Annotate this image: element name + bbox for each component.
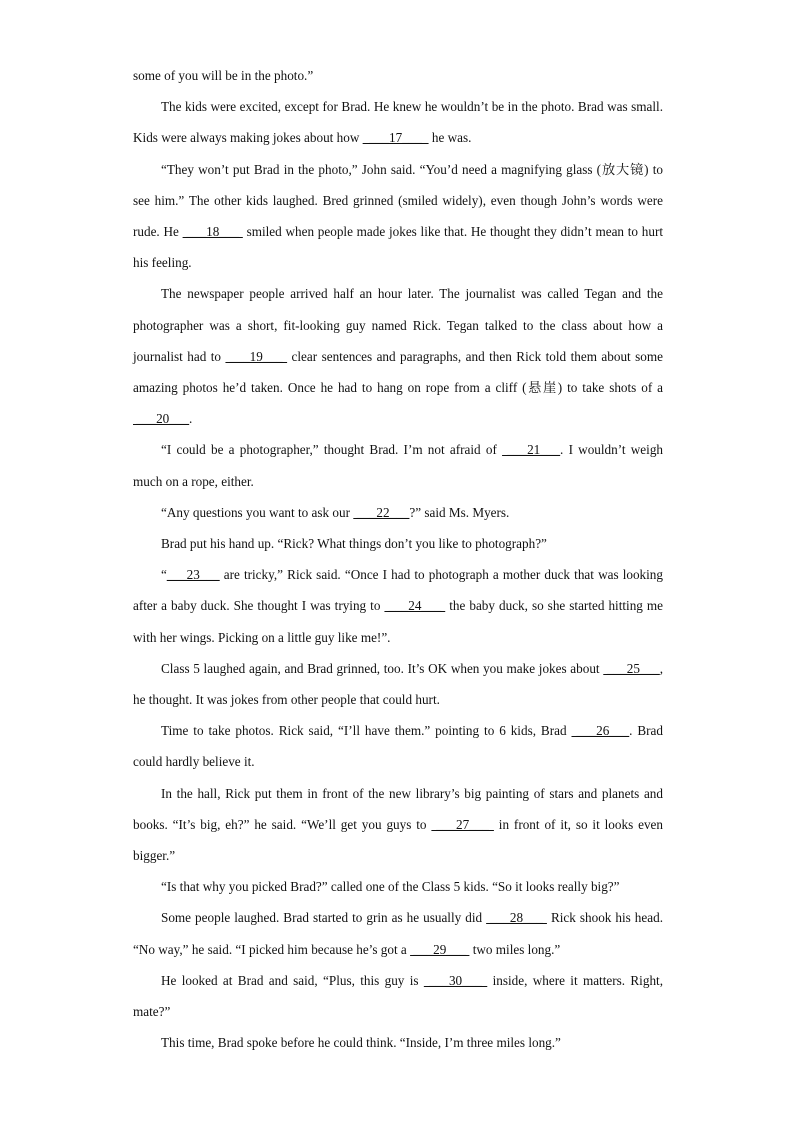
answer-blank: ___26___ — [571, 723, 630, 739]
document-page — [133, 60, 663, 1059]
answer-blank: ___21___ — [502, 442, 561, 458]
passage-paragraph — [133, 60, 663, 91]
passage-paragraph — [133, 653, 663, 715]
paragraph-text: . I wouldn’t weigh much on a rope, either. — [133, 442, 664, 489]
paragraph-text: are tricky,” Rick said. “Once I had to photograph a mother duck that was looking after a baby duck. She thought I was trying to — [133, 567, 663, 614]
paragraph-text: . — [189, 411, 193, 427]
passage-paragraph — [133, 154, 663, 279]
answer-blank: ___24___ — [384, 598, 446, 614]
passage-paragraph — [133, 91, 663, 153]
paragraph-text: in front of it, so it looks even bigger.” — [133, 816, 663, 864]
passage-paragraph — [133, 559, 663, 653]
passage-paragraph — [133, 778, 663, 872]
paragraph-text: He looked at Brad and said, “Plus, this guy is — [161, 972, 424, 988]
passage-paragraph — [133, 497, 663, 528]
paragraph-text: The kids were excited, except for Brad. He knew he wouldn’t be in the photo. Brad was small. Kids were always making jokes about how — [133, 99, 663, 146]
answer-blank: ___20___ — [133, 411, 190, 427]
paragraph-text: In the hall, Rick put them in front of the new library’s big painting of stars and planets and books. “It’s big, eh?” he said. “We’ll get you guys to — [133, 785, 663, 832]
passage-paragraph — [133, 871, 663, 902]
paragraph-text: “They won’t put Brad in the photo,” John said. “You’d need a magnifying glass (放大镜) to see him.” The other kids laughed. Bred grinned (smiled widely), even though John’s words were rude. He — [133, 161, 663, 240]
answer-blank: ___27___ — [431, 816, 494, 832]
answer-blank: ___18___ — [182, 224, 243, 240]
paragraph-text: ?” said Ms. Myers. — [409, 504, 510, 520]
passage-paragraph — [133, 528, 663, 559]
paragraph-text: Brad put his hand up. “Rick? What things don’t you like to photograph?” — [161, 536, 547, 552]
paragraph-text: Time to take photos. Rick said, “I’ll have them.” pointing to 6 kids, Brad — [161, 723, 572, 739]
paragraph-text: “Is that why you picked Brad?” called one of the Class 5 kids. “So it looks really big?” — [161, 879, 620, 895]
passage-paragraph — [133, 1027, 663, 1058]
passage-paragraph — [133, 434, 663, 496]
answer-blank: ___22___ — [353, 504, 410, 520]
paragraph-text: two miles long.” — [469, 941, 561, 957]
paragraph-text: some of you will be in the photo.” — [133, 68, 314, 83]
paragraph-text: “I could be a photographer,” thought Brad. I’m not afraid of — [161, 442, 503, 458]
paragraph-text: clear sentences and paragraphs, and then Rick told them about some amazing photos he’d taken. Once he had to hang on rope from a cliff (悬崖) to take shots of a — [133, 348, 663, 396]
passage-paragraph — [133, 715, 663, 777]
paragraph-text: , he thought. It was jokes from other people that could hurt. — [133, 660, 663, 708]
paragraph-text: he was. — [428, 130, 472, 146]
paragraph-text: Class 5 laughed again, and Brad grinned, too. It’s OK when you make jokes about — [161, 660, 604, 676]
answer-blank: ___28___ — [486, 910, 547, 926]
answer-blank: ___19___ — [225, 348, 288, 364]
answer-blank: ___25___ — [603, 660, 660, 676]
paragraph-text: Some people laughed. Brad started to grin as he usually did — [161, 910, 487, 926]
paragraph-text: inside, where it matters. Right, mate?” — [133, 972, 663, 1020]
answer-blank: ___29___ — [410, 941, 470, 957]
paragraph-text: the baby duck, so she started hitting me with her wings. Picking on a little guy like me!”. — [133, 598, 663, 645]
passage-paragraph — [133, 278, 663, 434]
passage-paragraph — [133, 902, 663, 964]
passage-paragraph — [133, 965, 663, 1027]
paragraph-text: smiled when people made jokes like that. He thought they didn’t mean to hurt his feeling. — [133, 224, 664, 271]
paragraph-text: This time, Brad spoke before he could think. “Inside, I’m three miles long.” — [161, 1035, 561, 1051]
paragraph-text: “ — [161, 567, 167, 583]
answer-blank: ___30___ — [423, 972, 488, 988]
paragraph-text: “Any questions you want to ask our — [161, 504, 354, 520]
paragraph-text: The newspaper people arrived half an hour later. The journalist was called Tegan and the photographer was a short, fit-looking guy named Rick. Tegan talked to the class about how a journalist had to — [133, 286, 663, 364]
paragraph-text: . Brad could hardly believe it. — [133, 723, 664, 770]
answer-blank: ___23___ — [166, 567, 220, 583]
answer-blank: ___17___ — [362, 130, 429, 146]
paragraph-text: Rick shook his head. “No way,” he said. “I picked him because he’s got a — [133, 910, 663, 957]
